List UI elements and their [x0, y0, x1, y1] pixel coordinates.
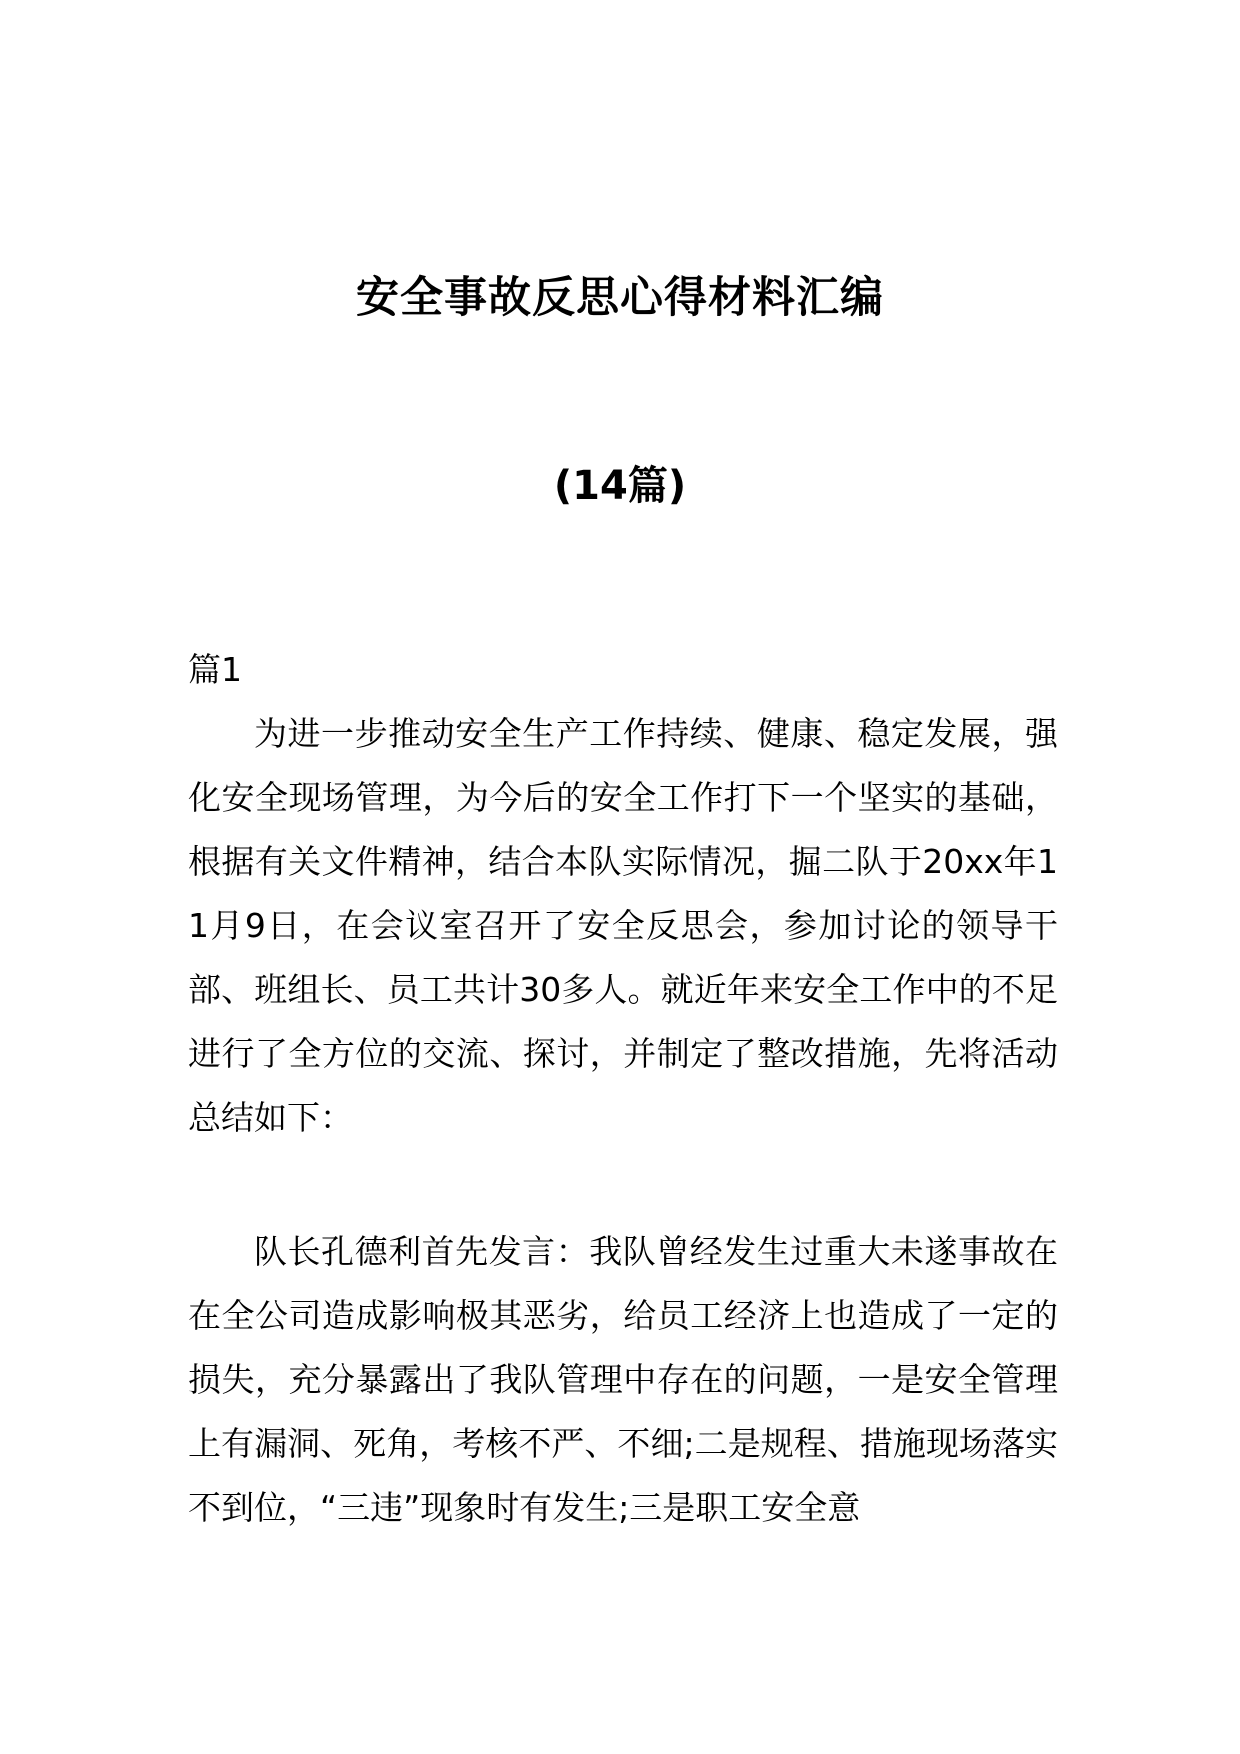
paragraph-1: 为进一步推动安全生产工作持续、健康、稳定发展，强化安全现场管理，为今后的安全工作打下一个坚实的基础，根据有关文件精神，结合本队实际情况，掘二队于20xx年11月9日，在会议室召开了安全反思会，参加讨论的领导干部、班组长、员工共计30多人。就近年来安全工作中的不足进行了全方位的交流、探讨，并制定了整改措施，先将活动总结如下：	[188, 714, 1058, 1137]
section-label: 篇1	[188, 650, 242, 689]
paragraph-2: 队长孔德利首先发言：我队曾经发生过重大未遂事故在在全公司造成影响极其恶劣，给员工经济上也造成了一定的损失，充分暴露出了我队管理中存在的问题，一是安全管理上有漏洞、死角，考核不严、不细;二是规程、措施现场落实不到位，“三违”现象时有发生;三是职工安全意	[188, 1232, 1058, 1527]
document-subtitle: (14篇)	[553, 463, 687, 509]
document-title: 安全事故反思心得材料汇编	[356, 273, 884, 323]
